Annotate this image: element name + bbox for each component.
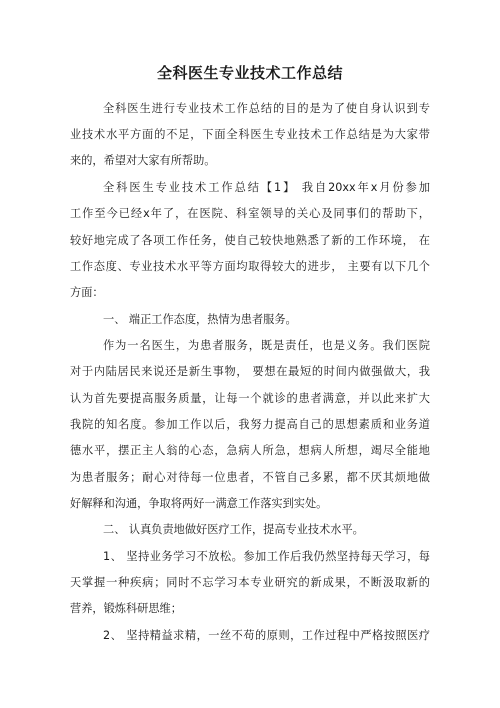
paragraph-line: 对于内陆居民来说还是新生事物， 要想在最短的时间内做强做大，我 bbox=[70, 365, 430, 378]
paragraph-line: 全科医生专业技术工作总结【1】 我自20xx年x月份参加 bbox=[103, 181, 430, 194]
paragraph-line: 营养，锻炼科研思维； bbox=[70, 602, 182, 615]
paragraph-line: 工作态度、专业技术水平等方面均取得较大的进步， 主要有以下几个 bbox=[70, 260, 430, 273]
paragraph-line: 我院的知名度。参加工作以后，我努力提高自己的思想素质和业务道 bbox=[70, 418, 430, 431]
paragraph-line: 全科医生进行专业技术工作总结的目的是为了使自身认识到专 bbox=[103, 102, 430, 115]
paragraph-line: 来的，希望对大家有所帮助。 bbox=[70, 154, 216, 167]
paragraph-line: 作为一名医生，为患者服务，既是责任，也是义务。我们医院 bbox=[103, 339, 430, 352]
paragraph-line: 认为首先要提高服务质量，让每一个就诊的患者满意，并以此来扩大 bbox=[70, 392, 430, 405]
paragraph-line: 较好地完成了各项工作任务，使自己较快地熟悉了新的工作环境， 在 bbox=[70, 234, 430, 247]
paragraph-line: 德水平，摆正主人翁的心态，急病人所急，想病人所想，竭尽全能地 bbox=[70, 444, 430, 457]
paragraph-line: 1、 坚持业务学习不放松。参加工作后我仍然坚持每天学习，每 bbox=[103, 550, 430, 563]
paragraph-line: 方面： bbox=[70, 286, 104, 299]
section-heading: 一、 端正工作态度，热情为患者服务。 bbox=[103, 313, 297, 326]
page-title: 全科医生专业技术工作总结 bbox=[156, 64, 343, 82]
section-heading: 二、 认真负责地做好医疗工作，提高专业技术水平。 bbox=[103, 523, 364, 536]
paragraph-line: 业技术水平方面的不足，下面全科医生专业技术工作总结是为大家带 bbox=[70, 128, 430, 141]
paragraph-line: 工作至今已经x年了，在医院、科室领导的关心及同事们的帮助下， bbox=[70, 207, 430, 220]
paragraph-line: 为患者服务；耐心对待每一位患者，不管自己多累，都不厌其烦地做 bbox=[70, 471, 430, 484]
paragraph-line: 2、 坚持精益求精，一丝不苟的原则，工作过程中严格按照医疗 bbox=[103, 629, 430, 642]
paragraph-line: 天掌握一种疾病；同时不忘学习本专业研究的新成果，不断汲取新的 bbox=[70, 576, 430, 589]
paragraph-line: 好解释和沟通，争取将两好一满意工作落实到实处。 bbox=[70, 497, 328, 510]
